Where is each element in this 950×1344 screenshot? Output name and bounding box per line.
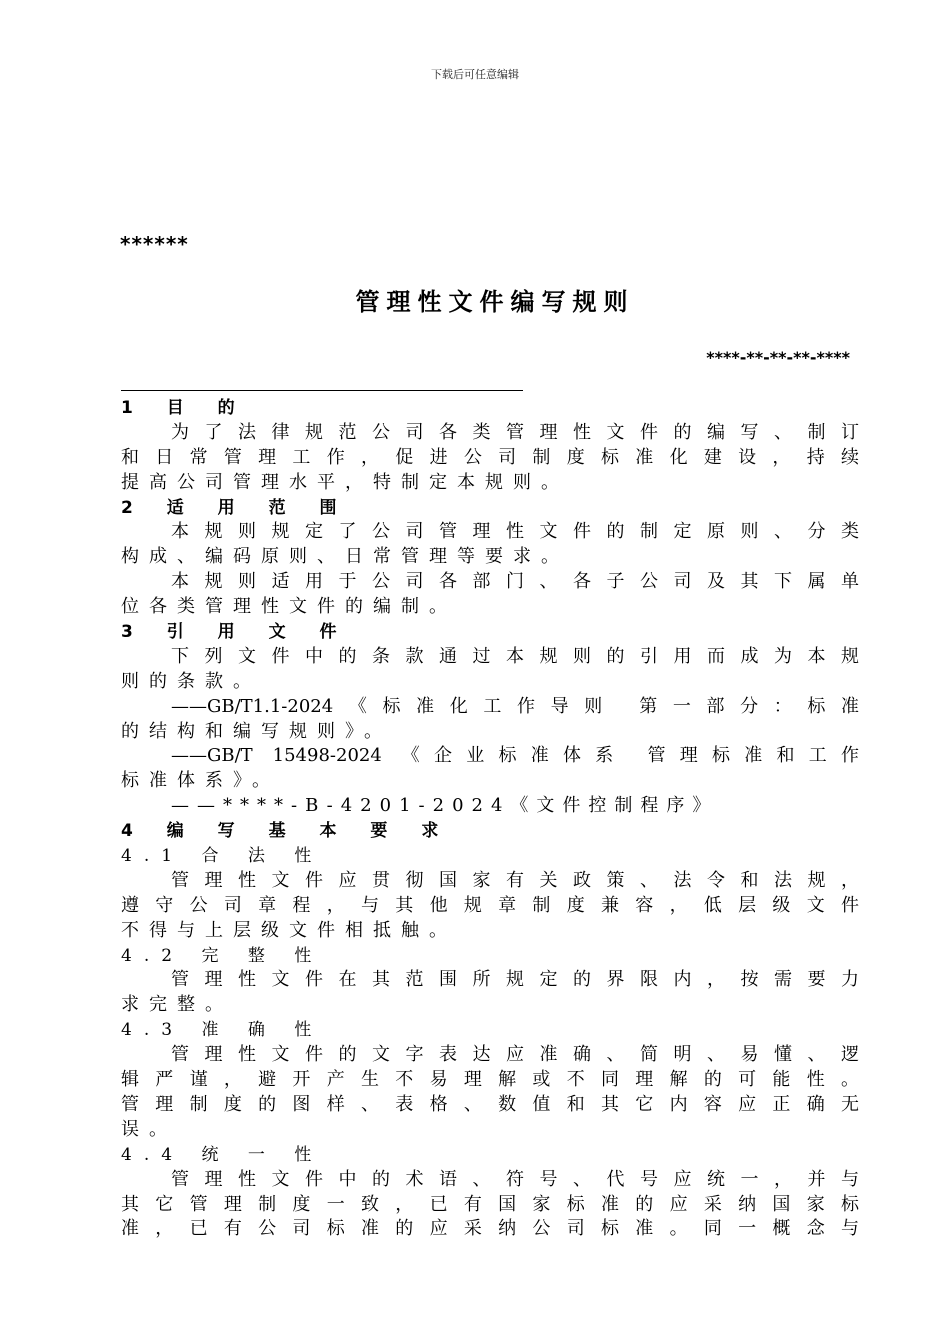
subsection-4-2-heading: 4.2 完 整 性 bbox=[121, 945, 324, 966]
paragraph-line: 管理制度的图样、表格、数值和其它内容应正确无 bbox=[121, 1093, 859, 1115]
paragraph-line: 准，已有公司标准的应采纳公司标准。同一概念与 bbox=[121, 1218, 859, 1240]
paragraph-line: 为了法律规范公司各类管理性文件的编写、制订 bbox=[171, 421, 859, 443]
paragraph-line: 管理性文件应贯彻国家有关政策、法令和法规， bbox=[171, 869, 859, 891]
header-note: 下载后可任意编辑 bbox=[431, 68, 519, 81]
paragraph-line: 管理性文件的文字表达应准确、简明、易懂、逻 bbox=[171, 1044, 859, 1066]
section-2-heading: 2 适 用 范 围 bbox=[121, 497, 351, 518]
paragraph-line: 求完整。 bbox=[121, 994, 233, 1016]
paragraph-line: 不得与上层级文件相抵触。 bbox=[121, 919, 457, 941]
subsection-4-4-heading: 4.4 统 一 性 bbox=[121, 1144, 324, 1165]
paragraph-line: 本规则规定了公司管理性文件的制定原则、分类 bbox=[171, 521, 859, 543]
reference-line: ——GB/T 15498-2024 《企业标准体系 管理标准和工作 bbox=[171, 745, 859, 767]
reference-line: 标准体系》。 bbox=[121, 770, 280, 792]
paragraph-line: 提高公司管理水平，特制定本规则。 bbox=[121, 471, 569, 493]
paragraph-line: 管理性文件在其范围所规定的界限内，按需要力 bbox=[171, 969, 859, 991]
section-1-heading: 1 目 的 bbox=[121, 398, 249, 418]
paragraph-line: 误。 bbox=[121, 1118, 177, 1140]
section-3-heading: 3 引 用 文 件 bbox=[121, 622, 351, 643]
paragraph-line: 则的条款。 bbox=[121, 670, 261, 692]
paragraph-line: 遵守公司章程，与其他规章制度兼容，低层级文件 bbox=[121, 894, 859, 916]
paragraph-line: 和日常管理工作，促进公司制度标准化建设，持续 bbox=[121, 446, 859, 468]
paragraph-line: 其它管理制度一致，已有国家标准的应采纳国家标 bbox=[121, 1193, 859, 1215]
organization-name: ****** bbox=[120, 232, 189, 256]
subsection-4-3-heading: 4.3 准 确 性 bbox=[121, 1020, 324, 1041]
header-divider bbox=[121, 390, 523, 391]
section-4-heading: 4 编 写 基 本 要 求 bbox=[121, 821, 453, 842]
document-body bbox=[121, 396, 859, 1242]
document-title: 管理性文件编写规则 bbox=[355, 288, 635, 316]
reference-line: ——****-B-4201-2024《文件控制程序》 bbox=[171, 795, 719, 817]
document-code: ****-**-**-**-**** bbox=[706, 348, 850, 367]
paragraph-line: 管理性文件中的术语、符号、代号应统一，并与 bbox=[171, 1168, 859, 1190]
paragraph-line: 构成、编码原则、日常管理等要求。 bbox=[121, 546, 569, 568]
subsection-4-1-heading: 4.1 合 法 性 bbox=[121, 846, 324, 867]
paragraph-line: 下列文件中的条款通过本规则的引用而成为本规 bbox=[171, 645, 859, 667]
reference-line: 的结构和编写规则》。 bbox=[121, 720, 392, 742]
paragraph-line: 位各类管理性文件的编制。 bbox=[121, 596, 457, 618]
paragraph-line: 辑严谨，避开产生不易理解或不同理解的可能性。 bbox=[121, 1069, 859, 1091]
paragraph-line: 本规则适用于公司各部门、各子公司及其下属单 bbox=[171, 571, 859, 593]
reference-line: ——GB/T1.1-2024《标准化工作导则 第一部分：标准 bbox=[171, 695, 859, 717]
